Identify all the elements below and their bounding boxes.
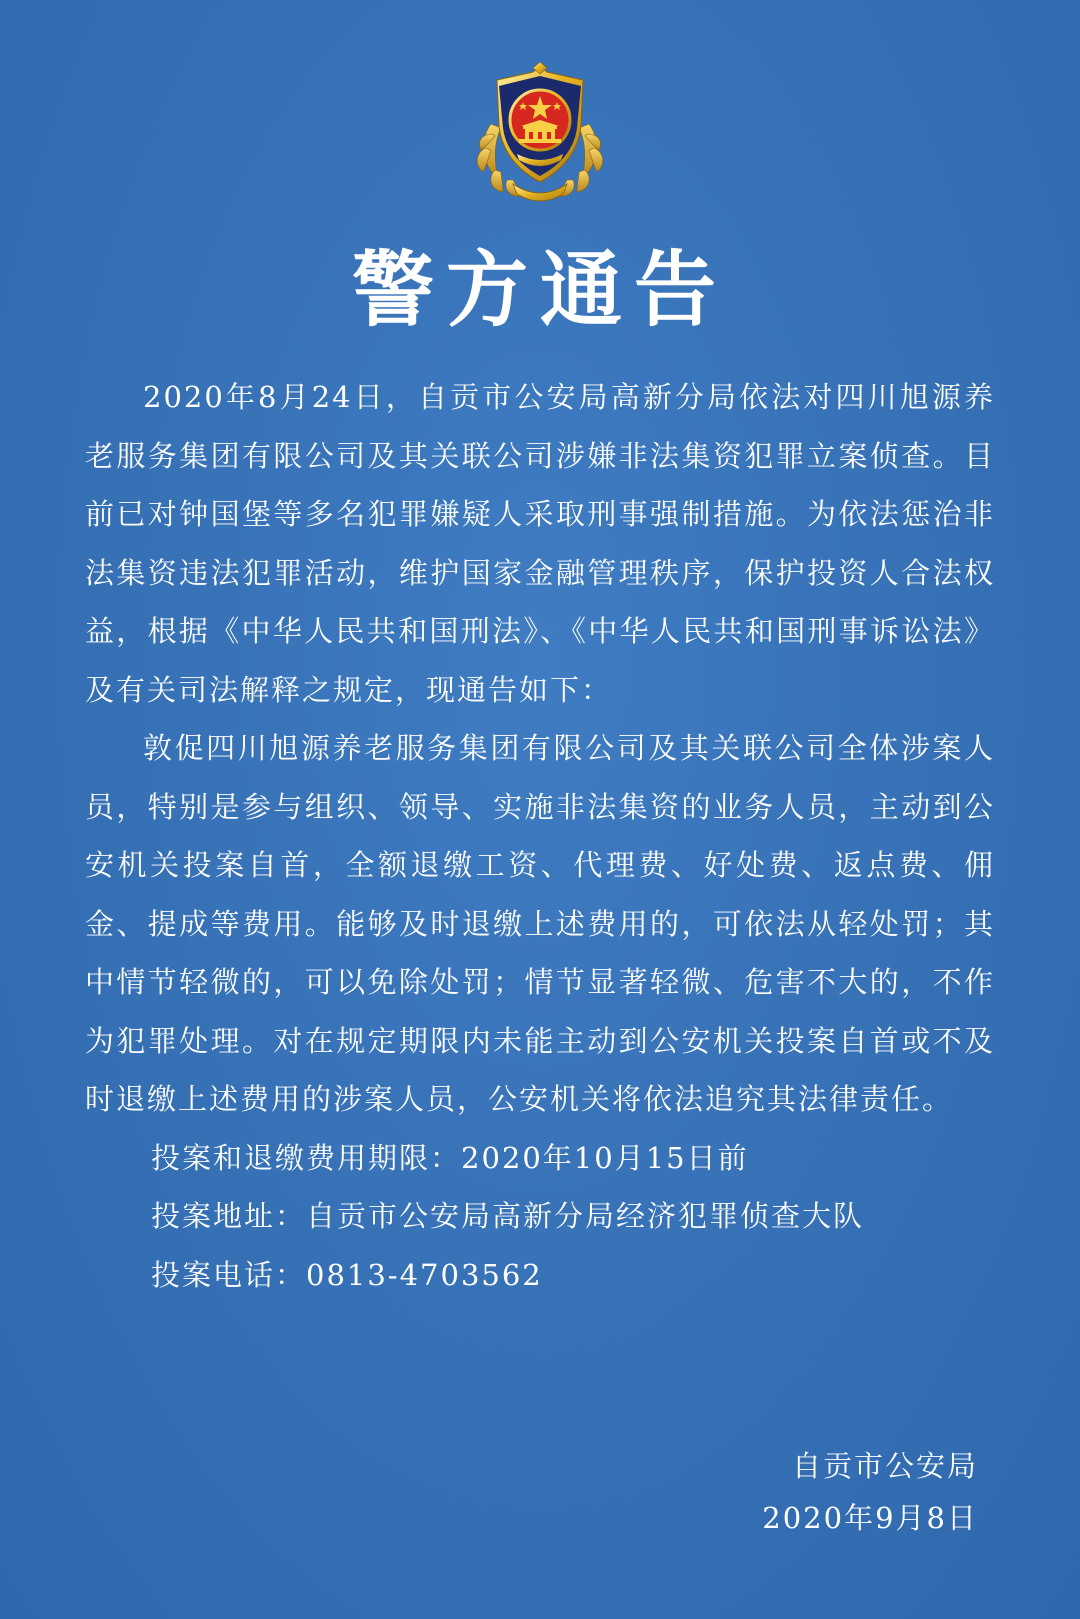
notice-paragraph-1: 2020年8月24日，自贡市公安局高新分局依法对四川旭源养老服务集团有限公司及其关联公司涉嫌非法集资犯罪立案侦查。目前已对钟国堡等多名犯罪嫌疑人采取刑事强制措施。为依法惩治非法集资违法犯罪活动，维护国家金融管理秩序，保护投资人合法权益，根据《中华人民共和国刑法》、《中华人民共和国刑事诉讼法》及有关司法解释之规定，现通告如下： xyxy=(85,380,995,707)
notice-paragraph-2: 敦促四川旭源养老服务集团有限公司及其关联公司全体涉案人员，特别是参与组织、领导、实施非法集资的业务人员，主动到公安机关投案自首，全额退缴工资、代理费、好处费、返点费、佣金、提成等费用。能够及时退缴上述费用的，可依法从轻处罚；其中情节轻微的，可以免除处罚；情节显著轻微、危害不大的，不作为犯罪处理。对在规定期限内未能主动到公安机关投案自首或不及时退缴上述费用的涉案人员，公安机关将依法追究其法律责任。 xyxy=(85,731,995,1116)
surrender-address: 投案地址：自贡市公安局高新分局经济犯罪侦查大队 xyxy=(151,1199,865,1233)
police-emblem-icon xyxy=(473,62,607,202)
surrender-phone: 投案电话：0813-4703562 xyxy=(151,1257,543,1292)
emblem-container xyxy=(0,62,1080,202)
issue-date: 2020年9月8日 xyxy=(762,1501,978,1535)
signature-block xyxy=(762,1440,978,1544)
notice-body xyxy=(85,368,995,1304)
surrender-deadline: 投案和退缴费用期限：2020年10月15日前 xyxy=(151,1140,749,1175)
notice-title: 警方通告 xyxy=(351,242,728,338)
issuer-name: 自贡市公安局 xyxy=(791,1449,978,1483)
